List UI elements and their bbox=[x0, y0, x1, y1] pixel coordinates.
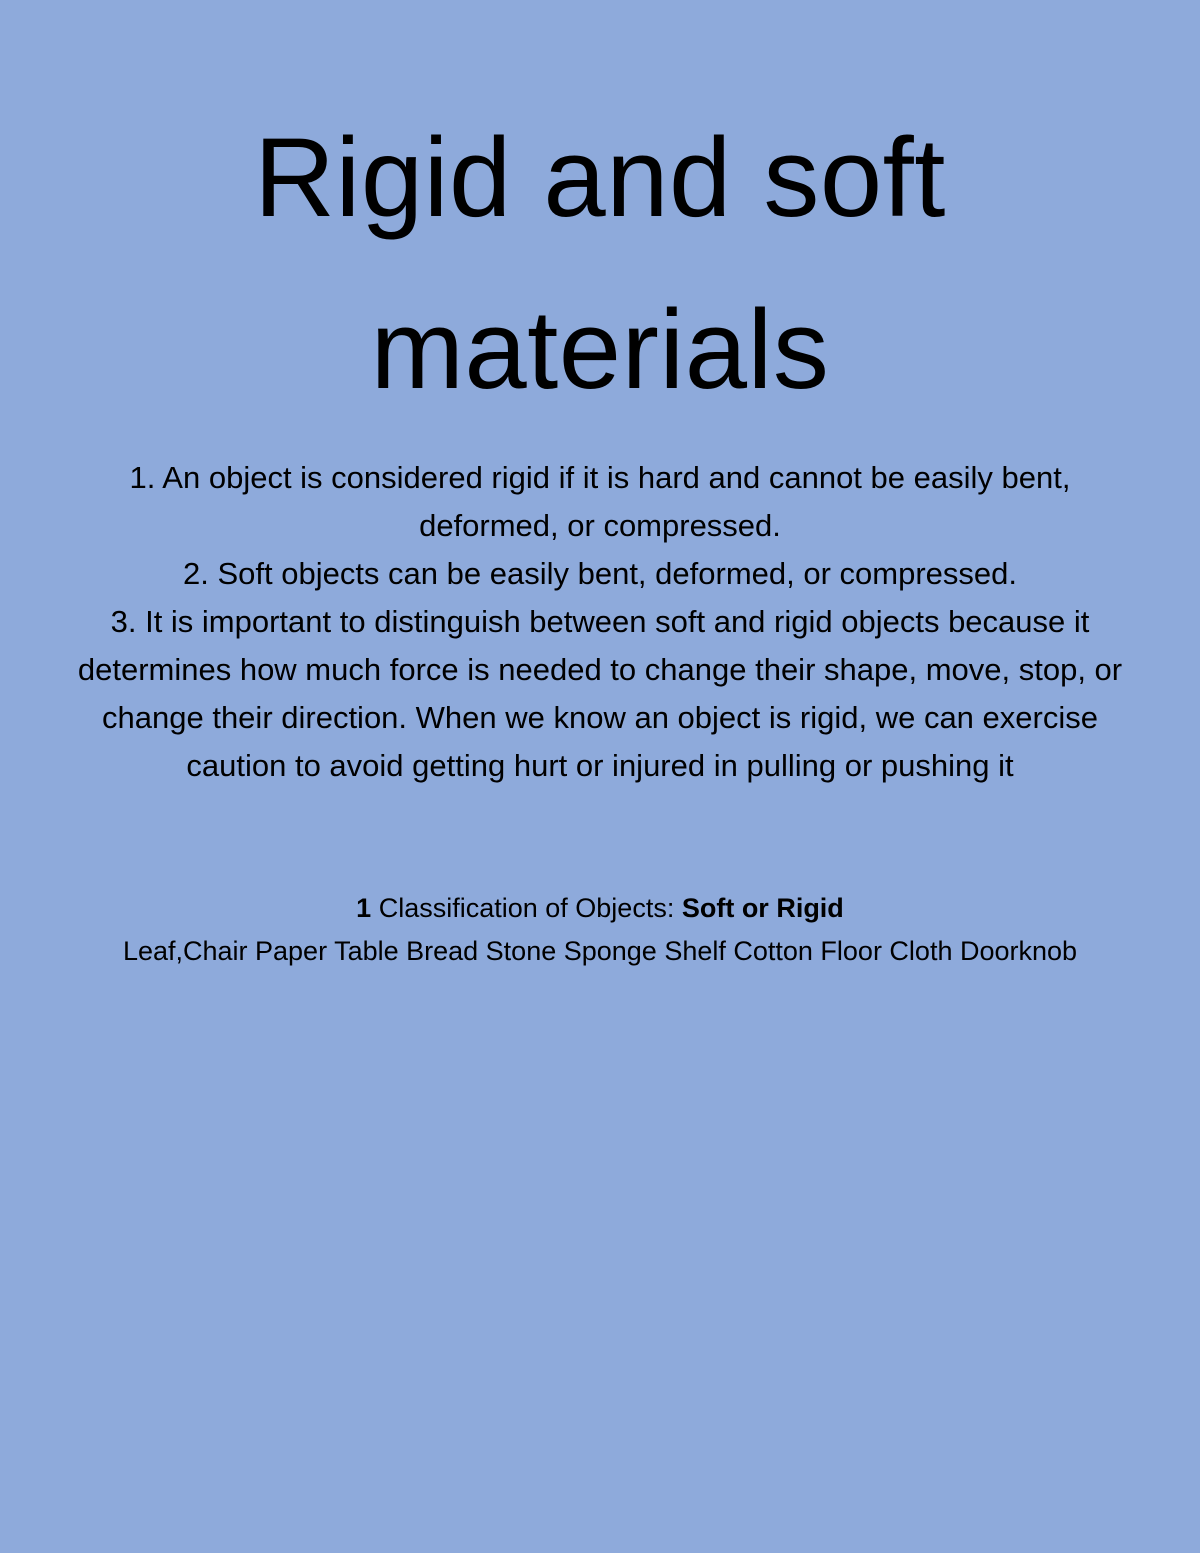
definition-point-1: 1. An object is considered rigid if it is hard and cannot be easily bent, deformed, or compressed. bbox=[129, 460, 1071, 543]
classification-emphasis: Soft or Rigid bbox=[681, 893, 844, 923]
page-title bbox=[70, 0, 1130, 436]
title-line-1: Rigid and soft bbox=[254, 115, 946, 240]
classification-items: Leaf,Chair Paper Table Bread Stone Sponge Shelf Cotton Floor Cloth Doorknob bbox=[122, 936, 1078, 966]
classification-section bbox=[70, 887, 1130, 973]
definition-list bbox=[70, 454, 1130, 790]
classification-heading bbox=[70, 887, 1130, 930]
definition-point-3: 3. It is important to distinguish between soft and rigid objects because it determines how much force is needed to change their shape, move, stop, or change their direction. When we know an object is rigid, we can exercise caution to avoid getting hurt or injured in pulling or pushing it bbox=[77, 604, 1123, 783]
title-line-2: materials bbox=[370, 287, 830, 412]
classification-label: Classification of Objects: bbox=[371, 893, 682, 923]
definition-point-2: 2. Soft objects can be easily bent, deformed, or compressed. bbox=[182, 556, 1017, 591]
classification-number: 1 bbox=[356, 893, 372, 923]
